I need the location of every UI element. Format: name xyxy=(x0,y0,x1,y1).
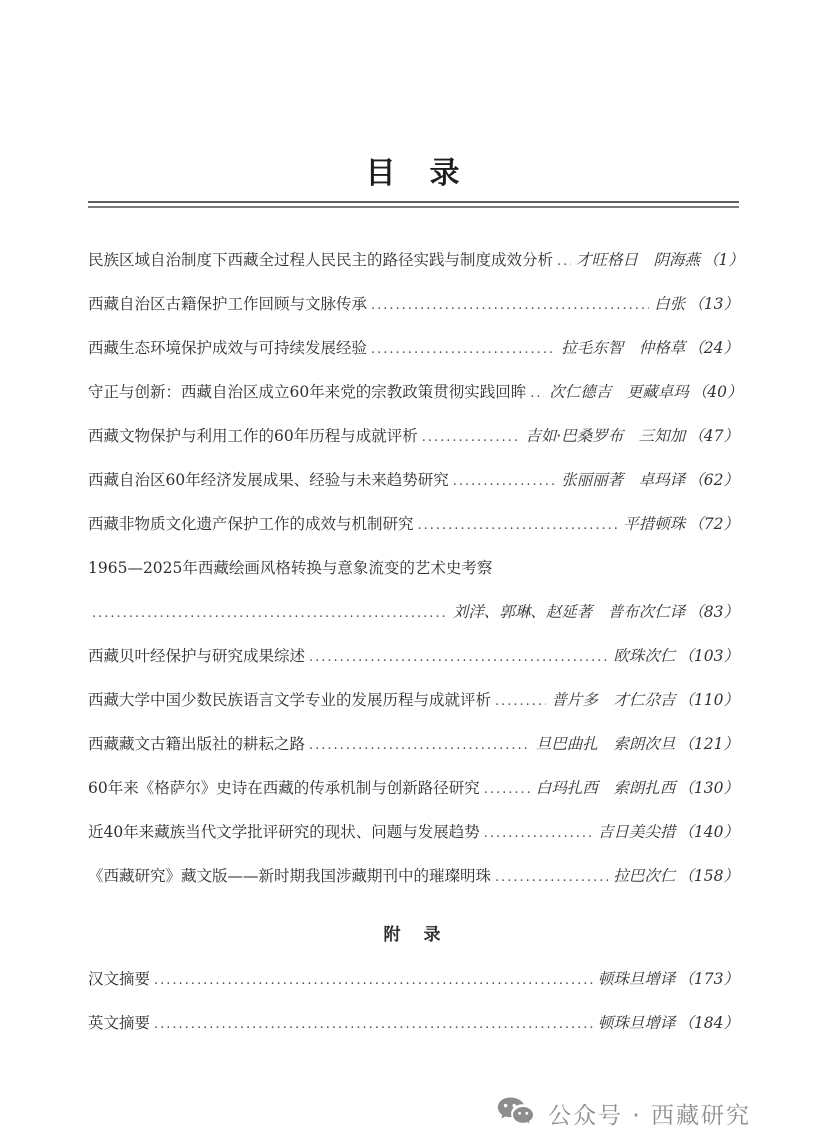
dot-leader xyxy=(495,856,608,900)
entry-title: 60年来《格萨尔》史诗在西藏的传承机制与创新路径研究 xyxy=(88,779,480,797)
entry-page-number: （40） xyxy=(691,383,743,401)
dot-leader xyxy=(92,592,448,636)
entry-page-number: （72） xyxy=(688,515,739,533)
toc-entry-row xyxy=(88,238,744,282)
dot-leader xyxy=(530,372,544,416)
entry-authors: 平措顿珠 xyxy=(623,515,686,533)
entry-page-number: （13） xyxy=(688,295,739,313)
toc-list xyxy=(88,238,744,898)
entry-authors: 旦巴曲扎 索朗次旦 xyxy=(535,735,676,753)
entry-title: 西藏大学中国少数民族语言文学专业的发展历程与成就评析 xyxy=(88,691,492,709)
entry-page-number: （140） xyxy=(678,823,739,841)
toc-entry-row xyxy=(88,766,739,810)
entry-page-number: （103） xyxy=(678,647,739,665)
entry-page-number: （121） xyxy=(678,735,739,753)
dot-leader xyxy=(495,680,546,724)
entry-authors: 才旺格日 阴海燕 xyxy=(576,251,701,269)
entry-title: 近40年来藏族当代文学批评研究的现状、问题与发展趋势 xyxy=(88,823,480,841)
dot-leader xyxy=(484,812,593,856)
entry-page-number: （184） xyxy=(678,1014,739,1032)
entry-authors: 吉日美尖措 xyxy=(597,823,676,841)
dot-leader xyxy=(453,460,557,504)
entry-title: 西藏非物质文化遗产保护工作的成效与机制研究 xyxy=(88,515,414,533)
dot-leader xyxy=(557,240,571,284)
entry-page-number: （173） xyxy=(678,970,739,988)
toc-entry-row xyxy=(88,546,739,590)
entry-authors: 白张 xyxy=(654,295,686,313)
toc-entry-row xyxy=(88,590,739,634)
toc-entry-row xyxy=(88,810,739,854)
dot-leader xyxy=(371,328,556,372)
entry-title: 民族区域自治制度下西藏全过程人民民主的路径实践与制度成效分析 xyxy=(88,251,554,269)
toc-entry-row xyxy=(88,678,739,722)
entry-title: 西藏贝叶经保护与研究成果综述 xyxy=(88,647,306,665)
toc-entry-row xyxy=(88,414,739,458)
entry-page-number: （130） xyxy=(678,779,739,797)
toc-entry-row xyxy=(88,502,739,546)
wechat-icon xyxy=(497,1096,539,1130)
dot-leader xyxy=(309,636,608,680)
page-title: 目 录 xyxy=(365,156,462,191)
entry-page-number: （110） xyxy=(678,691,739,709)
entry-title: 英文摘要 xyxy=(88,1014,151,1032)
entry-authors: 顿珠旦增译 xyxy=(597,1014,676,1032)
toc-entry-row xyxy=(88,722,739,766)
entry-title: 《西藏研究》藏文版——新时期我国涉藏期刊中的璀璨明珠 xyxy=(88,867,492,885)
entry-title: 西藏自治区古籍保护工作回顾与文脉传承 xyxy=(88,295,368,313)
entry-authors: 顿珠旦增译 xyxy=(597,970,676,988)
entry-page-number: （158） xyxy=(678,867,739,885)
appendix-list xyxy=(88,957,739,1045)
toc-entry-row xyxy=(88,458,739,502)
entry-page-number: （47） xyxy=(688,427,739,445)
entry-authors: 白玛扎西 索朗扎西 xyxy=(535,779,676,797)
entry-title: 守正与创新：西藏自治区成立60年来党的宗教政策贯彻实践回眸 xyxy=(88,383,527,401)
entry-title: 西藏生态环境保护成效与可持续发展经验 xyxy=(88,339,368,357)
dot-leader xyxy=(154,959,593,1003)
toc-entry-row xyxy=(88,370,743,414)
entry-title: 1965—2025年西藏绘画风格转换与意象流变的艺术史考察 xyxy=(88,559,493,577)
dot-leader xyxy=(309,724,531,768)
entry-authors: 欧珠次仁 xyxy=(613,647,676,665)
entry-authors: 次仁德吉 更藏卓玛 xyxy=(549,383,689,401)
dot-leader xyxy=(418,504,619,548)
toc-entry-row xyxy=(88,326,739,370)
entry-title: 汉文摘要 xyxy=(88,970,151,988)
entry-title: 西藏藏文古籍出版社的耕耘之路 xyxy=(88,735,306,753)
entry-page-number: （24） xyxy=(688,339,739,357)
entry-authors: 普片多 才仁尕吉 xyxy=(551,691,676,709)
entry-authors: 刘洋、郭琳、赵延著 普布次仁译 xyxy=(452,603,686,621)
watermark xyxy=(497,1096,751,1130)
dot-leader xyxy=(371,284,649,328)
entry-page-number: （62） xyxy=(688,471,739,489)
entry-authors: 张丽丽著 卓玛译 xyxy=(561,471,686,489)
dot-leader xyxy=(422,416,521,460)
dot-leader xyxy=(154,1003,593,1047)
entry-authors: 拉毛东智 仲格草 xyxy=(561,339,686,357)
toc-entry-row xyxy=(88,634,739,678)
appendix-heading: 附 录 xyxy=(383,925,444,945)
title-divider xyxy=(88,201,739,208)
toc-entry-row xyxy=(88,282,739,326)
entry-page-number: （1） xyxy=(703,251,744,269)
entry-authors: 吉如·巴桑罗布 三知加 xyxy=(525,427,686,445)
watermark-label: 公众号 · 西藏研究 xyxy=(548,1102,751,1129)
entry-title: 西藏文物保护与利用工作的60年历程与成就评析 xyxy=(88,427,418,445)
dot-leader xyxy=(484,768,531,812)
toc-entry-row xyxy=(88,1001,739,1045)
toc-entry-row xyxy=(88,854,739,898)
entry-page-number: （83） xyxy=(688,603,739,621)
entry-authors: 拉巴次仁 xyxy=(613,867,676,885)
toc-entry-row xyxy=(88,957,739,1001)
entry-title: 西藏自治区60年经济发展成果、经验与未来趋势研究 xyxy=(88,471,449,489)
